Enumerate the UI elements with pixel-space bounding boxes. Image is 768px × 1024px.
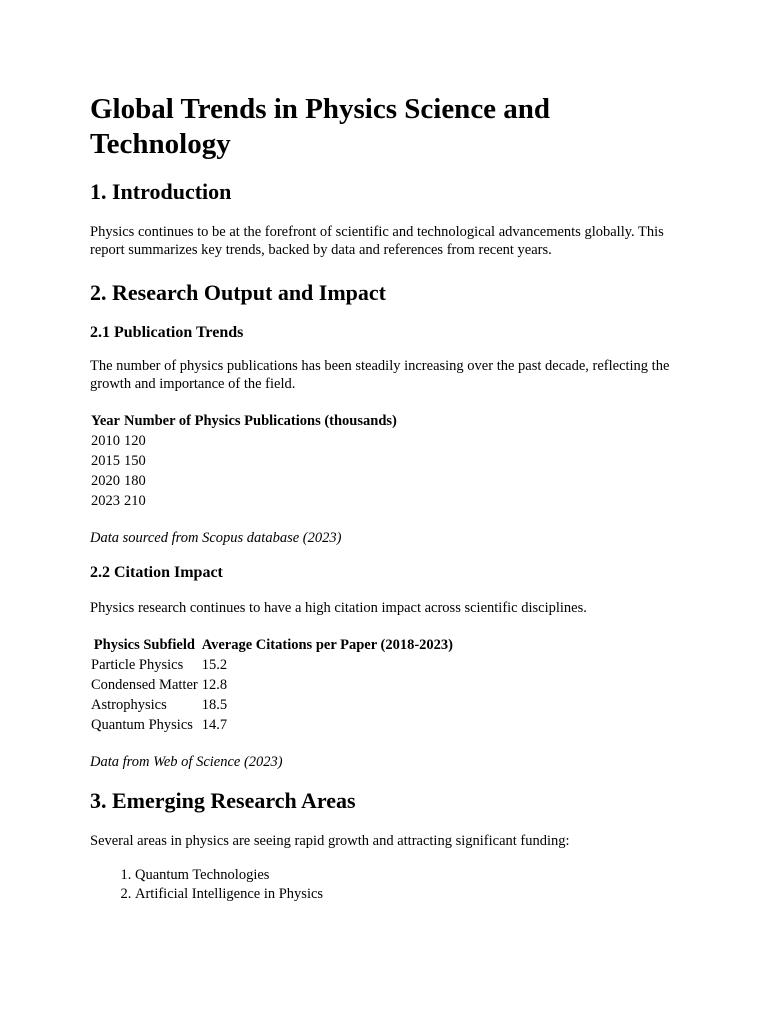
table-cell-value: 150 [124, 453, 146, 469]
document-title: Global Trends in Physics Science and Technology [90, 93, 551, 160]
table-cell-subfield: Particle Physics [91, 657, 184, 673]
introduction-paragraph: Physics continues to be at the forefront of scientific and technological advancements globally. This report summarizes key trends, backed by data and references from recent years. [90, 224, 664, 258]
table-row [90, 431, 398, 451]
emerging-areas-paragraph: Several areas in physics are seeing rapid growth and attracting significant funding: [90, 833, 570, 849]
table-cell-value: 120 [124, 433, 146, 449]
table-header-row [90, 635, 454, 655]
table-cell-value: 18.5 [201, 697, 228, 713]
table-cell-value: 14.7 [201, 717, 228, 733]
table-cell-subfield: Astrophysics [91, 697, 167, 713]
column-header: Physics Subfield [93, 637, 195, 653]
table-cell-year: 2020 [91, 473, 120, 489]
citation-data-source: Data from Web of Science (2023) [90, 754, 283, 770]
list-item: 2. Artificial Intelligence in Physics [135, 885, 678, 904]
table-row [90, 491, 398, 511]
table-cell-value: 15.2 [201, 657, 228, 673]
citations-table [88, 635, 456, 735]
table-cell-value: 210 [124, 493, 146, 509]
subsection-heading-citation-impact: 2.2 Citation Impact [90, 564, 223, 581]
table-row [90, 695, 454, 715]
section-heading-introduction: 1. Introduction [90, 179, 232, 204]
table-row [90, 715, 454, 735]
table-row [90, 675, 454, 695]
section-heading-research-output: 2. Research Output and Impact [90, 280, 387, 305]
table-cell-subfield: Condensed Matter [91, 677, 198, 693]
publication-data-source: Data sourced from Scopus database (2023) [90, 530, 342, 546]
list-item: 1. Quantum Technologies [135, 866, 678, 885]
publications-table [88, 411, 400, 511]
column-header: Average Citations per Paper (2018-2023) [201, 637, 454, 653]
table-row [90, 471, 398, 491]
table-cell-subfield: Quantum Physics [91, 717, 193, 733]
table-row [90, 451, 398, 471]
table-cell-year: 2010 [91, 433, 120, 449]
subsection-heading-publication-trends: 2.1 Publication Trends [90, 324, 244, 341]
column-header: Number of Physics Publications (thousands) [124, 413, 397, 429]
table-cell-year: 2023 [91, 493, 120, 509]
table-cell-value: 12.8 [201, 677, 228, 693]
table-cell-year: 2015 [91, 453, 120, 469]
emerging-areas-list [90, 866, 678, 904]
publication-trends-paragraph: The number of physics publications has been steadily increasing over the past decade, reflecting the growth and importance of the field. [90, 358, 670, 392]
column-header: Year [91, 413, 120, 429]
citation-impact-paragraph: Physics research continues to have a high citation impact across scientific disciplines. [90, 600, 587, 616]
section-heading-emerging-areas: 3. Emerging Research Areas [90, 788, 356, 813]
table-header-row [90, 411, 398, 431]
table-cell-value: 180 [124, 473, 146, 489]
table-row [90, 655, 454, 675]
